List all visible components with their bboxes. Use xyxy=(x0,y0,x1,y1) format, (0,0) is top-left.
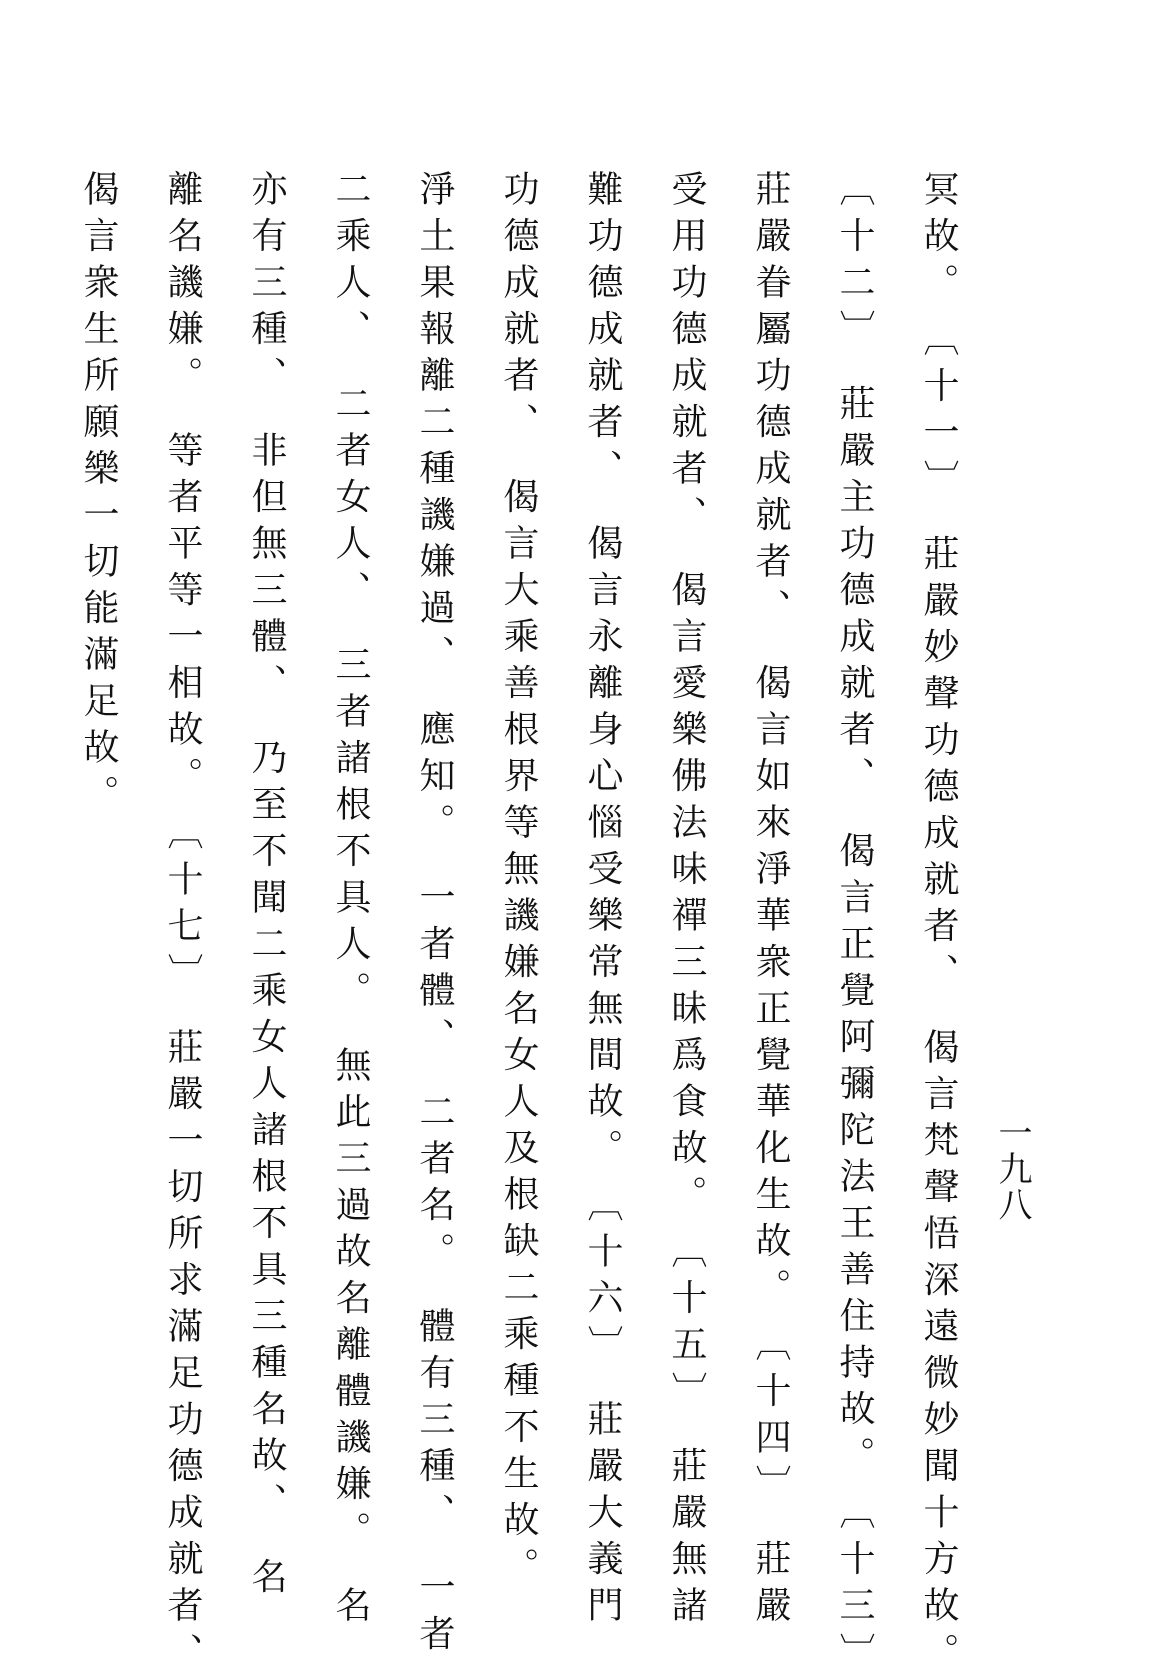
text-column: 莊嚴眷屬功德成就者、 偈言如來淨華衆正覺華化生故。 〔十四〕 莊嚴 xyxy=(750,170,791,1633)
text-column: 亦有三種、 非但無三體、 乃至不聞二乘女人諸根不具三種名故、 名 xyxy=(246,170,287,1604)
text-column: 偈言衆生所願樂一切能滿足故。 xyxy=(78,170,119,821)
text-column: 離名譏嫌。 等者平等一相故。 〔十七〕 莊嚴一切所求滿足功德成就者、 xyxy=(162,170,203,1679)
text-column: 功德成就者、 偈言大乘善根界等無譏嫌名女人及根缺二乘種不生故。 xyxy=(498,170,539,1594)
vertical-text-body xyxy=(78,170,980,1679)
text-column: 二乘人、 二者女人、 三者諸根不具人。 無此三過故名離體譏嫌。 名 xyxy=(330,170,371,1633)
text-column: 冥故。 〔十一〕 莊嚴妙聲功德成就者、 偈言梵聲悟深遠微妙聞十方故。 xyxy=(918,170,959,1679)
text-column: 〔十二〕 莊嚴主功德成就者、 偈言正覺阿彌陀法王善住持故。 〔十三〕 xyxy=(834,170,875,1679)
page-number: 一九八 xyxy=(992,1115,1032,1223)
text-column: 難功德成就者、 偈言永離身心惱受樂常無間故。 〔十六〕 莊嚴大義門 xyxy=(582,170,623,1633)
text-column: 受用功德成就者、 偈言愛樂佛法味禪三昧爲食故。 〔十五〕 莊嚴無諸 xyxy=(666,170,707,1633)
text-column: 淨土果報離二種譏嫌過、 應知。 一者體、 二者名。 體有三種、 一者 xyxy=(414,170,455,1661)
